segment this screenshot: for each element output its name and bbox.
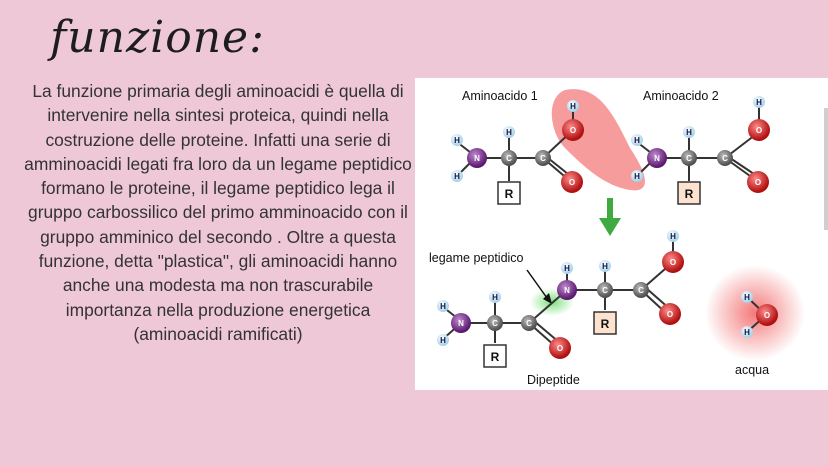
atom-label: O xyxy=(666,310,674,319)
atom-label: H xyxy=(602,262,608,271)
atom-label: H xyxy=(634,172,640,181)
atom-label: C xyxy=(506,154,512,163)
r-group-label: R xyxy=(504,187,514,201)
peptide-bond-diagram xyxy=(415,78,828,390)
atom-label: O xyxy=(754,178,762,187)
atom-label: H xyxy=(744,328,750,337)
reaction-arrow-icon xyxy=(599,198,621,236)
atom-label: H xyxy=(454,136,460,145)
label-water: acqua xyxy=(735,363,770,377)
water-glow xyxy=(705,265,805,361)
atom-label: H xyxy=(440,336,446,345)
label-peptide-bond: legame peptidico xyxy=(429,251,524,265)
atom-label: C xyxy=(526,319,532,328)
atom-label: O xyxy=(669,258,677,267)
atom-label: C xyxy=(602,286,608,295)
atom-label: N xyxy=(564,286,570,295)
atom-label: H xyxy=(564,264,570,273)
atom-label: H xyxy=(570,102,576,111)
label-dipeptide: Dipeptide xyxy=(527,373,580,387)
body-paragraph: La funzione primaria degli aminoacidi è quella di intervenire nella sintesi proteica, quindi nella costruzione delle proteine. Infatti una serie di amminoacidi legati fra loro da un legame peptidico formano le proteine, il legame peptidico lega il gruppo carbossilico del primo amminoacido con il gruppo amminico del secondo . Oltre a questa funzione, detta "plastica", gli aminoacidi hanno anche una modesta ma non trascurabile importanza nella produzione energetica (aminoacidi ramificati) xyxy=(24,81,412,344)
atom-label: N xyxy=(654,154,660,163)
diagram-svg xyxy=(415,78,828,390)
atom-label: H xyxy=(744,293,750,302)
atom-label: C xyxy=(540,154,546,163)
atom-label: H xyxy=(670,232,676,241)
atom-label: H xyxy=(686,128,692,137)
atom-label: O xyxy=(763,311,771,320)
atom-label: H xyxy=(756,98,762,107)
aminoacid-2 xyxy=(637,104,763,181)
r-group-label: R xyxy=(684,187,694,201)
r-group-label: R xyxy=(600,317,610,331)
atom-label: O xyxy=(556,344,564,353)
label-aminoacid-2: Aminoacido 2 xyxy=(643,89,719,103)
atom-label: H xyxy=(440,302,446,311)
r-group-label: R xyxy=(490,350,500,364)
atom-label: C xyxy=(638,286,644,295)
label-aminoacid-1: Aminoacido 1 xyxy=(462,89,538,103)
slide-title: funzione: xyxy=(50,12,265,63)
atom-label: C xyxy=(686,154,692,163)
atom-label: H xyxy=(506,128,512,137)
atom-label: H xyxy=(454,172,460,181)
atom-label: N xyxy=(458,319,464,328)
atom-label: C xyxy=(492,319,498,328)
scrollbar[interactable] xyxy=(824,108,828,230)
atom-label: H xyxy=(634,136,640,145)
atom-label: O xyxy=(569,126,577,135)
atom-label: H xyxy=(492,293,498,302)
atom-label: C xyxy=(722,154,728,163)
atom-label: O xyxy=(755,126,763,135)
atom-label: N xyxy=(474,154,480,163)
atom-label: O xyxy=(568,178,576,187)
